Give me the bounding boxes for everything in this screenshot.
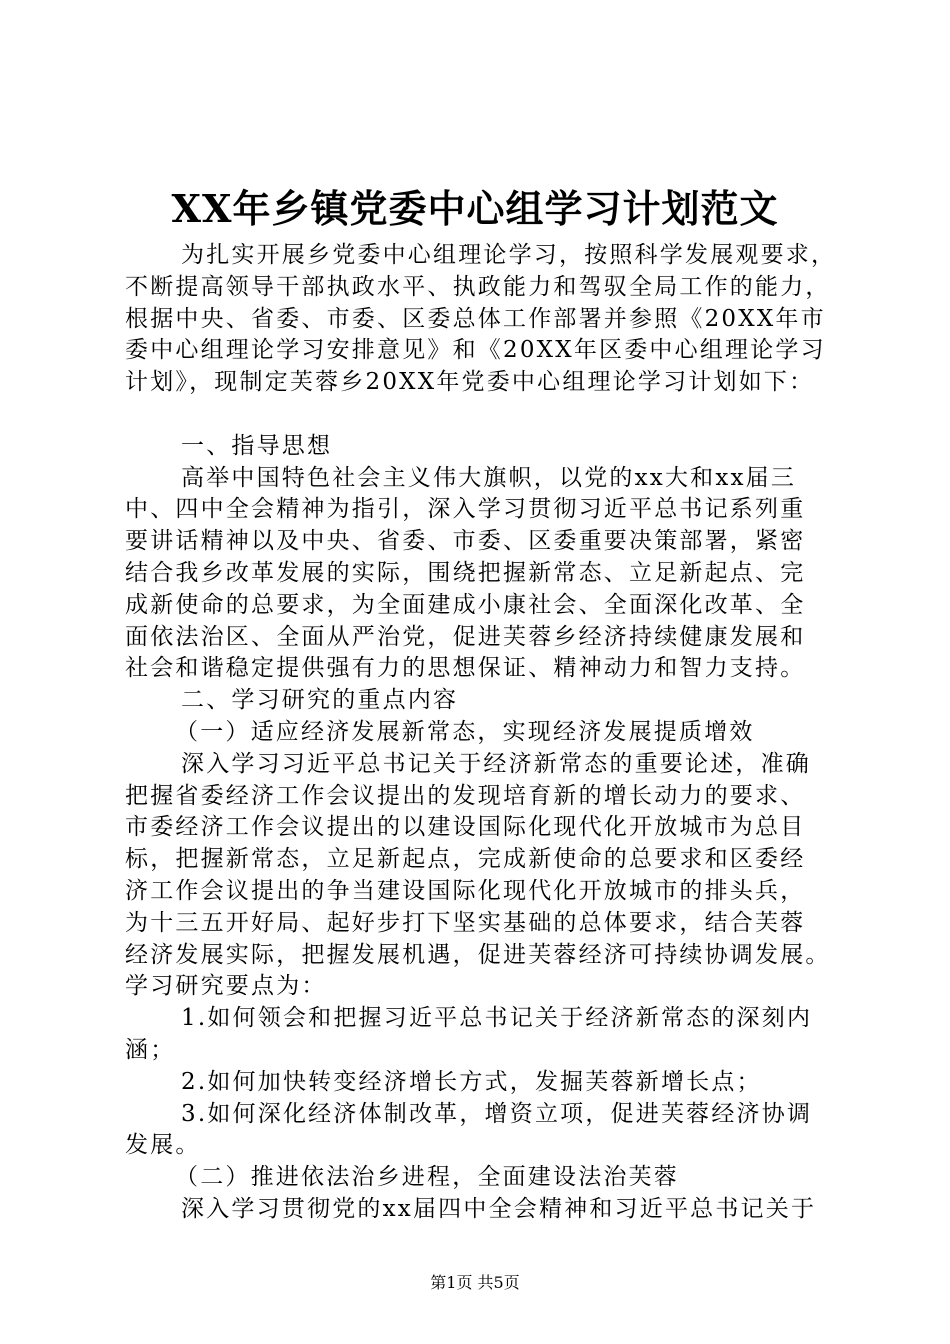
subsection-heading: （二）推进依法治乡进程，全面建设法治芙蓉 (175, 1164, 679, 1191)
paragraph-line: 中、四中全会精神为指引，深入学习贯彻习近平总书记系列重 (125, 496, 806, 523)
page-footer: 第1页 共5页 (430, 1273, 520, 1292)
paragraph-line: 高举中国特色社会主义伟大旗帜，以党的xx大和xx届三 (181, 464, 797, 491)
blank-line (125, 399, 845, 431)
paragraph-line: 成新使命的总要求，为全面建成小康社会、全面深化改革、全 (125, 591, 806, 618)
section-heading: 一、指导思想 (181, 432, 333, 459)
paragraph-line: 深入学习习近平总书记关于经济新常态的重要论述，准确 (181, 750, 811, 777)
list-item: 1.如何领会和把握习近平总书记关于经济新常态的深刻内 (181, 1005, 813, 1032)
paragraph-line: 要讲话精神以及中央、省委、市委、区委重要决策部署，紧密 (125, 528, 806, 555)
paragraph-line: 标，把握新常态，立足新起点，完成新使命的总要求和区委经 (125, 846, 806, 873)
paragraph-line: 不断提高领导干部执政水平、执政能力和驾驭全局工作的能力， (125, 273, 831, 300)
list-item-continuation: 涵； (125, 1036, 176, 1063)
section-heading: 二、学习研究的重点内容 (181, 687, 459, 714)
paragraph-line: 把握省委经济工作会议提出的发现培育新的增长动力的要求、 (125, 782, 806, 809)
list-item: 2.如何加快转变经济增长方式，发掘芙蓉新增长点； (181, 1068, 762, 1095)
paragraph-line: 计划》，现制定芙蓉乡20XX年党委中心组理论学习计划如下： (125, 369, 815, 396)
paragraph-line: 为十三五开好局、起好步打下坚实基础的总体要求，结合芙蓉 (125, 909, 806, 936)
subsection-heading: （一）适应经济发展新常态，实现经济发展提质增效 (175, 718, 755, 745)
paragraph-line: 结合我乡改革发展的实际，围绕把握新常态、立足新起点、完 (125, 559, 806, 586)
paragraph-line: 深入学习贯彻党的xx届四中全会精神和习近平总书记关于 (181, 1195, 817, 1222)
list-item: 3.如何深化经济体制改革，增资立项，促进芙蓉经济协调 (181, 1100, 813, 1127)
paragraph-line: 社会和谐稳定提供强有力的思想保证、精神动力和智力支持。 (125, 655, 806, 682)
paragraph-line: 市委经济工作会议提出的以建设国际化现代化开放城市为总目 (125, 814, 806, 841)
list-item-continuation: 发展。 (125, 1132, 201, 1159)
paragraph-line: 为扎实开展乡党委中心组理论学习，按照科学发展观要求， (181, 242, 837, 268)
paragraph-line: 学习研究要点为： (125, 973, 327, 1000)
document-body (125, 240, 845, 1226)
paragraph-line: 面依法治区、全面从严治党，促进芙蓉乡经济持续健康发展和 (125, 623, 806, 650)
paragraph-line: 委中心组理论学习安排意见》和《20XX年区委中心组理论学习 (125, 337, 826, 364)
paragraph-line: 经济发展实际，把握发展机遇，促进芙蓉经济可持续协调发展。 (125, 941, 831, 968)
document-title: XX年乡镇党委中心组学习计划范文 (171, 186, 779, 231)
paragraph-line: 根据中央、省委、市委、区委总体工作部署并参照《20XX年市 (125, 305, 826, 332)
paragraph-line: 济工作会议提出的争当建设国际化现代化开放城市的排头兵， (125, 877, 806, 904)
